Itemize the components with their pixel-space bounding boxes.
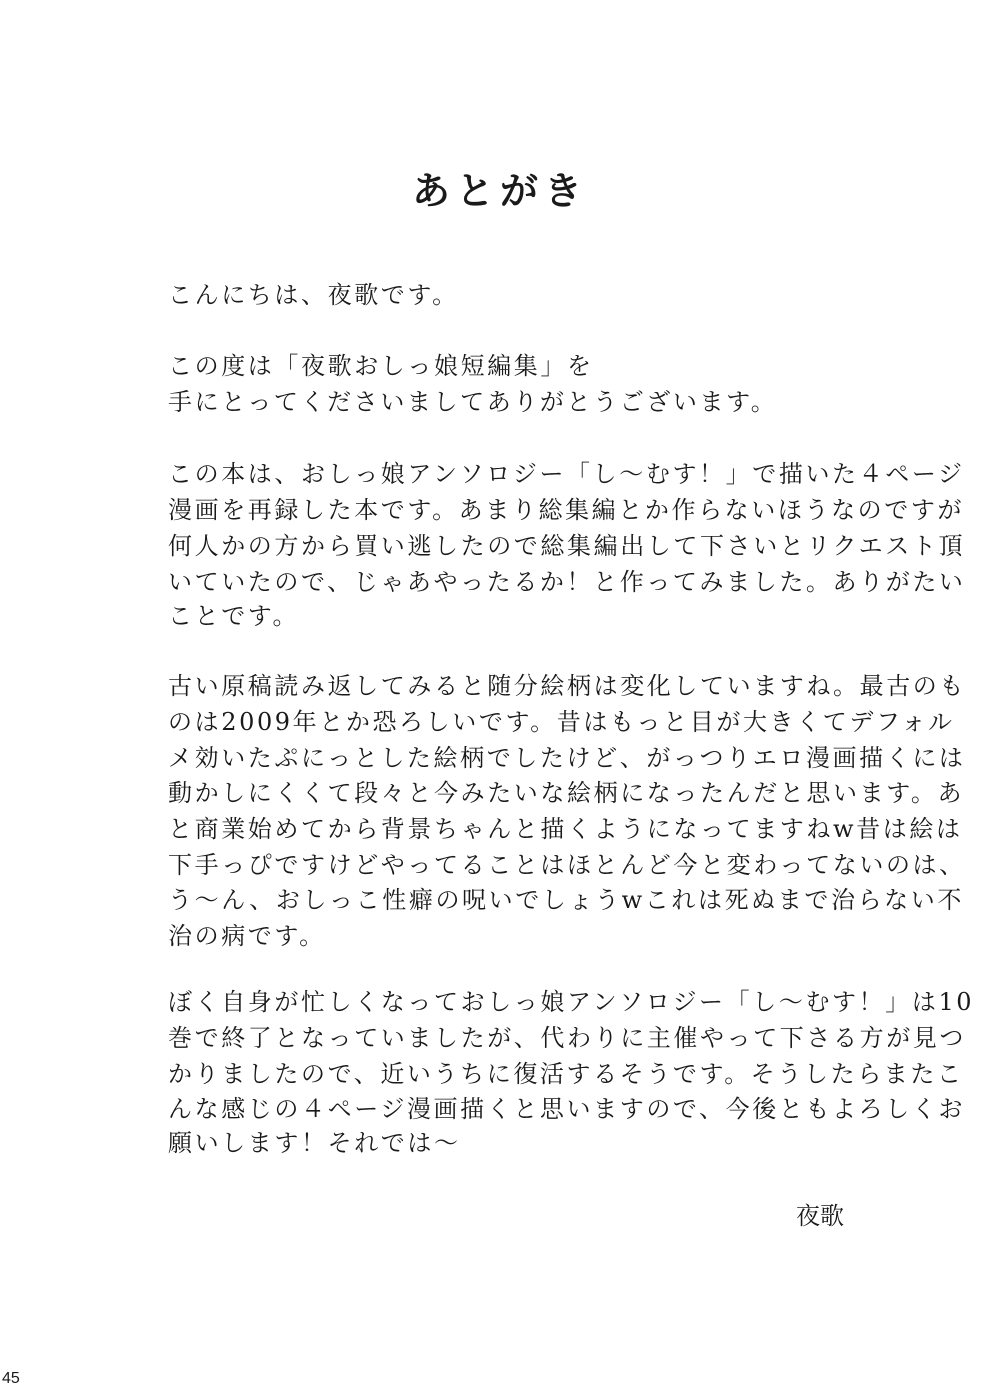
paragraph-line: 漫画を再録した本です。あまり総集編とか作らないほうなのですが (168, 496, 965, 524)
paragraph-line: ぼく自身が忙しくなっておしっ娘アンソロジー「し〜むす！」は10 (168, 988, 975, 1016)
paragraph-line: この本は、おしっ娘アンソロジー「し〜むす！」で描いた４ページ (168, 460, 965, 488)
paragraph-line: 巻で終了となっていましたが、代わりに主催やって下さる方が見つ (168, 1024, 966, 1052)
paragraph-line: 下手っぴですけどやってることはほとんど今と変わってないのは、 (168, 851, 966, 879)
paragraph-line: 願いします！それでは〜 (168, 1129, 461, 1157)
paragraph-line: かりましたので、近いうちに復活するそうです。そうしたらまたこ (168, 1060, 964, 1088)
paragraph-line: 手にとってくださいましてありがとうございます。 (168, 388, 778, 416)
paragraph-line: ことです。 (168, 602, 300, 630)
paragraph-line: 治の病です。 (168, 922, 326, 950)
paragraph-line: 動かしにくくて段々と今みたいな絵柄になったんだと思います。あ (168, 779, 965, 807)
paragraph-line: こんにちは、夜歌です。 (168, 281, 459, 309)
paragraph-line: 古い原稿読み返してみると随分絵柄は変化していますね。最古のも (168, 672, 966, 700)
paragraph-line: この度は「夜歌おしっ娘短編集」を (168, 352, 594, 380)
page-title: あとがき (411, 168, 588, 213)
paragraph-line: のは2009年とか恐ろしいです。昔はもっと目が大きくてデフォル (168, 708, 955, 736)
paragraph-line: んな感じの４ページ漫画描くと思いますので、今後ともよろしくお (168, 1095, 966, 1123)
paragraph-line: と商業始めてから背景ちゃんと描くようになってますねw昔は絵は (168, 815, 963, 843)
paragraph-line: 何人かの方から買い逃したので総集編出して下さいとリクエスト頂 (168, 532, 966, 560)
paragraph-line: う〜ん、おしっこ性癖の呪いでしょうwこれは死ぬまで治らない不 (168, 886, 964, 914)
author-signature: 夜歌 (796, 1202, 844, 1230)
paragraph-line: いていたので、じゃあやったるか！と作ってみました。ありがたい (168, 568, 966, 596)
paragraph-line: メ効いたぷにっとした絵柄でしたけど、がっつりエロ漫画描くには (168, 744, 966, 772)
page-number: 45 (2, 1370, 20, 1387)
